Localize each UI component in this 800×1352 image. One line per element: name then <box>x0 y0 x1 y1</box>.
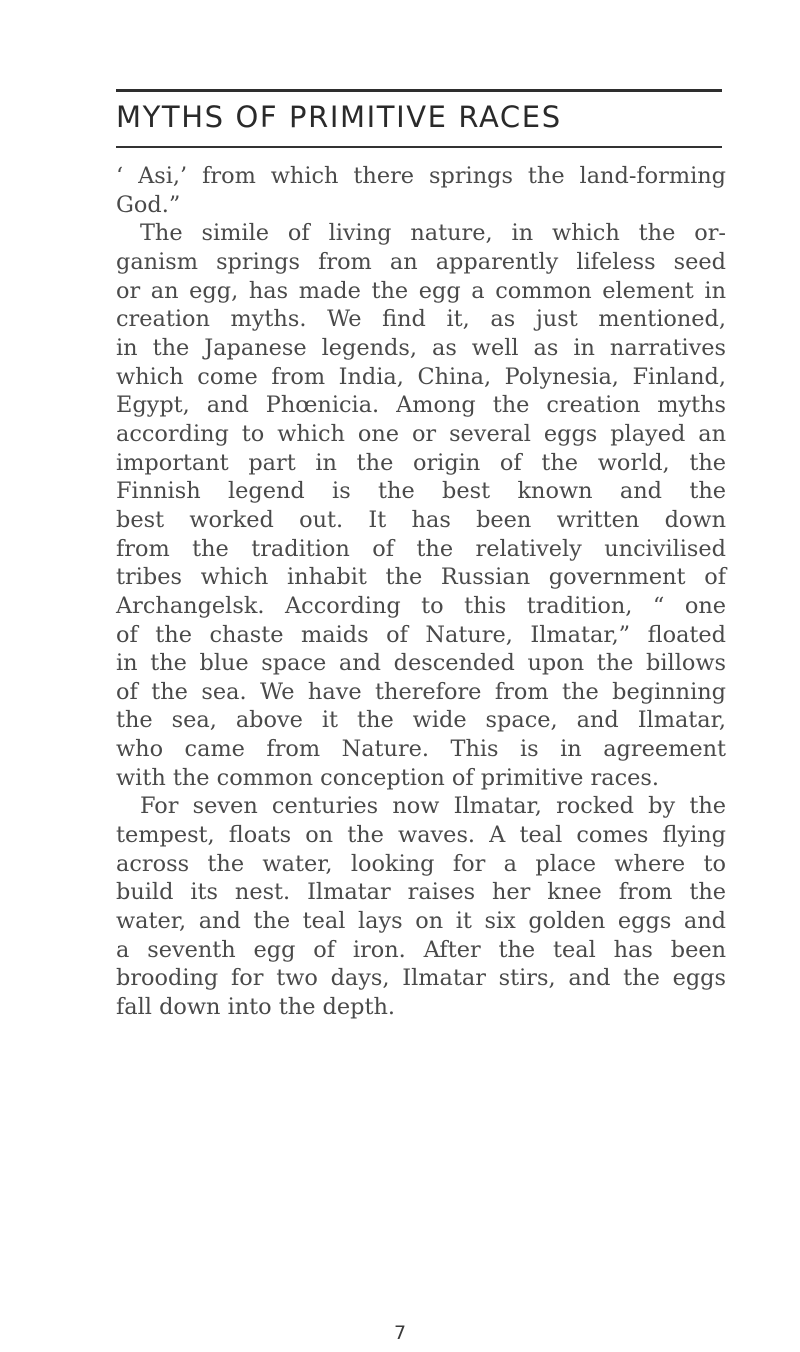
text-line: water, and the teal lays on it six golden eggs and <box>116 908 726 935</box>
page-number: 7 <box>393 1322 407 1344</box>
text-line: Archangelsk. According to this tradition, “ one <box>116 592 726 619</box>
text-line: tempest, floats on the waves. A teal comes flying <box>116 822 726 849</box>
text-line: with the common conception of primitive races. <box>116 764 659 791</box>
text-line: a seventh egg of iron. After the teal has been <box>116 936 726 963</box>
text-line: in the blue space and descended upon the billows <box>116 650 726 677</box>
text-line: which come from India, China, Polynesia, Finland, <box>116 363 726 390</box>
paragraph-ilmatar <box>116 792 726 1021</box>
text-line: best worked out. It has been written down <box>116 506 726 533</box>
text-line: brooding for two days, Ilmatar stirs, and the eggs <box>116 965 726 992</box>
text-line: across the water, looking for a place where to <box>116 850 726 877</box>
paragraph-egg-simile <box>116 219 726 792</box>
header-rule-top <box>116 89 722 92</box>
text-line: who came from Nature. This is in agreement <box>116 736 726 763</box>
text-line: or an egg, has made the egg a common element in <box>116 277 726 304</box>
running-title: MYTHS OF PRIMITIVE RACES <box>116 100 562 134</box>
paragraph-continuation <box>116 162 726 219</box>
text-line: The simile of living nature, in which the or- <box>140 220 726 247</box>
text-line: God.” <box>116 191 181 218</box>
text-line: from the tradition of the relatively uncivilised <box>116 535 726 562</box>
text-line: fall down into the depth. <box>116 994 396 1021</box>
text-line: build its nest. Ilmatar raises her knee from the <box>116 879 726 906</box>
text-line: in the Japanese legends, as well as in narratives <box>116 334 726 361</box>
text-line: ‘ Asi,’ from which there springs the land-forming <box>116 163 726 189</box>
text-line: creation myths. We find it, as just mentioned, <box>116 306 726 333</box>
text-line: the sea, above it the wide space, and Ilmatar, <box>116 707 726 734</box>
body-text <box>116 162 726 1022</box>
text-line: of the chaste maids of Nature, Ilmatar,” floated <box>116 621 726 648</box>
text-line: Egypt, and Phœnicia. Among the creation myths <box>116 392 726 419</box>
text-line: according to which one or several eggs played an <box>116 420 726 447</box>
text-line: For seven centuries now Ilmatar, rocked by the <box>140 793 726 820</box>
text-line: Finnish legend is the best known and the <box>116 478 726 505</box>
text-line: ganism springs from an apparently lifeless seed <box>116 248 726 275</box>
text-line: important part in the origin of the world, the <box>116 449 726 476</box>
text-line: of the sea. We have therefore from the beginning <box>116 678 726 705</box>
text-line: tribes which inhabit the Russian government of <box>116 564 726 591</box>
header-rule-bottom <box>116 146 722 148</box>
